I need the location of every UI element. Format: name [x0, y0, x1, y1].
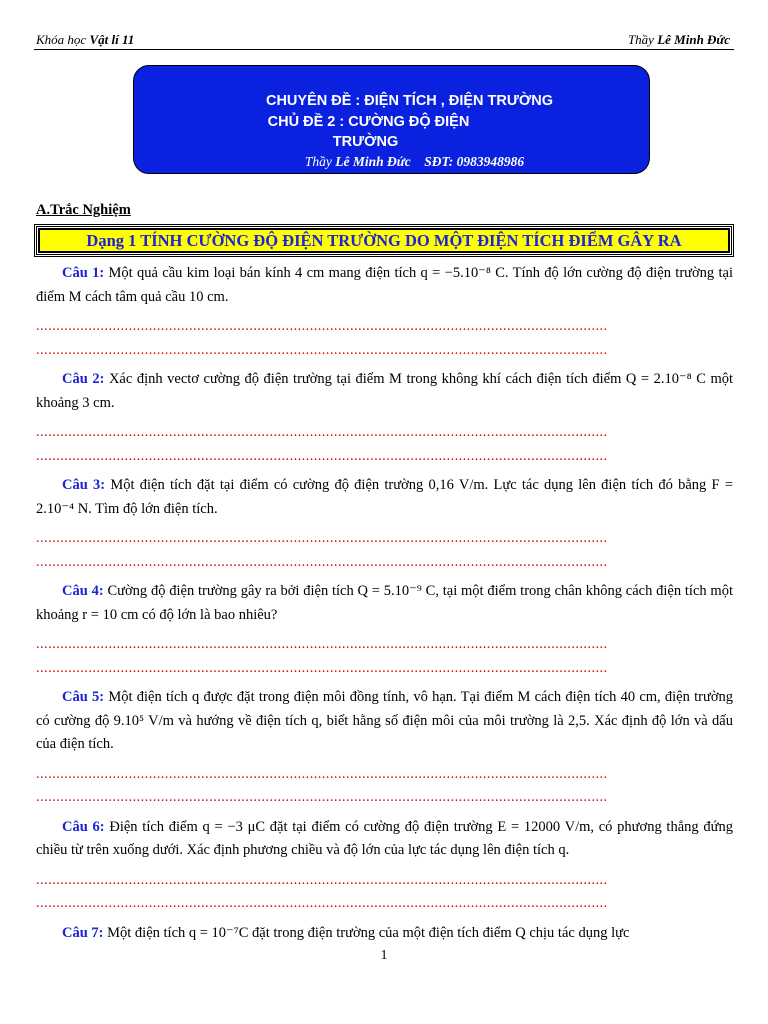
answer-line: .............................................................................................................................................. [36, 530, 608, 546]
banner-subtopic: CHỦ ĐỀ 2 : CƯỜNG ĐỘ ĐIỆN [267, 114, 470, 130]
banner-subtopic-cont: TRƯỜNG [332, 134, 399, 150]
question-text: Một quả cầu kim loại bán kính 4 cm mang điện tích q = −5.10⁻⁸ C. Tính độ lớn cường độ điện trường tại điểm M cách tâm quả cầu 10 cm. [36, 265, 733, 305]
question-label: Câu 7: [62, 924, 104, 941]
answer-line: .............................................................................................................................................. [36, 341, 608, 358]
answer-line: .............................................................................................................................................. [36, 636, 608, 652]
question [36, 262, 733, 309]
banner-author: Thầy Lê Minh Đức SĐT: 0983948986 [304, 154, 525, 169]
question-label: Câu 5: [62, 689, 105, 705]
header-teacher-name: Lê Minh Đức [657, 32, 730, 47]
question [36, 816, 733, 863]
answer-line: .............................................................................................................................................. [36, 424, 608, 440]
header-divider [34, 49, 734, 50]
page-number: 1 [380, 947, 388, 962]
answer-line: .............................................................................................................................................. [36, 895, 608, 911]
question-label: Câu 3: [62, 477, 106, 493]
topic-box [34, 224, 734, 257]
question-text: Một điện tích q = 10⁻⁷C đặt trong điện trường của một điện tích điểm Q chịu tác dụng lực [107, 924, 630, 941]
question [36, 368, 733, 415]
topic-title: Dạng 1 TÍNH CƯỜNG ĐỘ ĐIỆN TRƯỜNG DO MỘT ĐIỆN TÍCH ĐIỂM GÂY RA [38, 228, 730, 253]
question-text: Điện tích điểm q = −3 μC đặt tại điểm có cường độ điện trường E = 12000 V/m, có phương thẳng đứng chiều từ trên xuống dưới. Xác định phương chiều và độ lớn của lực tác dụng lên điện tích q. [36, 818, 733, 858]
answer-line: .............................................................................................................................................. [36, 447, 608, 464]
answer-line: .............................................................................................................................................. [36, 659, 608, 676]
question-label: Câu 4: [62, 583, 104, 599]
question [36, 922, 733, 946]
question-text: Một điện tích q được đặt trong điện môi đồng tính, vô hạn. Tại điểm M cách điện tích 40 cm, điện trường có cường độ 9.10⁵ V/m và hướng về điện tích q, biết hằng số điện môi của môi trường là 2,5. Xác định độ lớn và dấu của điện tích. [36, 689, 733, 752]
banner-topic: CHUYÊN ĐỀ : ĐIỆN TÍCH , ĐIỆN TRƯỜNG [265, 93, 554, 109]
answer-line: .............................................................................................................................................. [36, 871, 608, 888]
question-label: Câu 6: [62, 818, 105, 835]
answer-line: .............................................................................................................................................. [36, 789, 608, 805]
answer-line: .............................................................................................................................................. [36, 553, 608, 570]
question [36, 580, 733, 627]
question-list [36, 262, 733, 945]
question [36, 474, 733, 521]
header-course: Khóa học Vật lí 11 [36, 32, 135, 47]
question-label: Câu 2: [62, 371, 105, 387]
question-text: Cường độ điện trường gây ra bởi điện tích Q = 5.10⁻⁹ C, tại một điểm trong chân không cách điện tích một khoảng r = 10 cm có độ lớn là bao nhiêu? [36, 583, 733, 623]
answer-line: .............................................................................................................................................. [36, 765, 608, 782]
question-text: Xác định vectơ cường độ điện trường tại điểm M trong không khí cách điện tích điểm Q = 2.10⁻⁸ C một khoảng 3 cm. [36, 371, 733, 411]
question-text: Một điện tích đặt tại điểm có cường độ điện trường 0,16 V/m. Lực tác dụng lên điện tích đó bằng F = 2.10⁻⁴ N. Tìm độ lớn điện tích. [36, 477, 733, 517]
title-banner [133, 65, 650, 174]
header-course-name: Vật lí 11 [89, 32, 135, 47]
answer-line: .............................................................................................................................................. [36, 318, 608, 334]
header-teacher: Thầy Lê Minh Đức [627, 32, 730, 47]
question-label: Câu 1: [62, 265, 105, 281]
section-title: A.Trắc Nghiệm [36, 202, 131, 218]
question [36, 686, 733, 757]
